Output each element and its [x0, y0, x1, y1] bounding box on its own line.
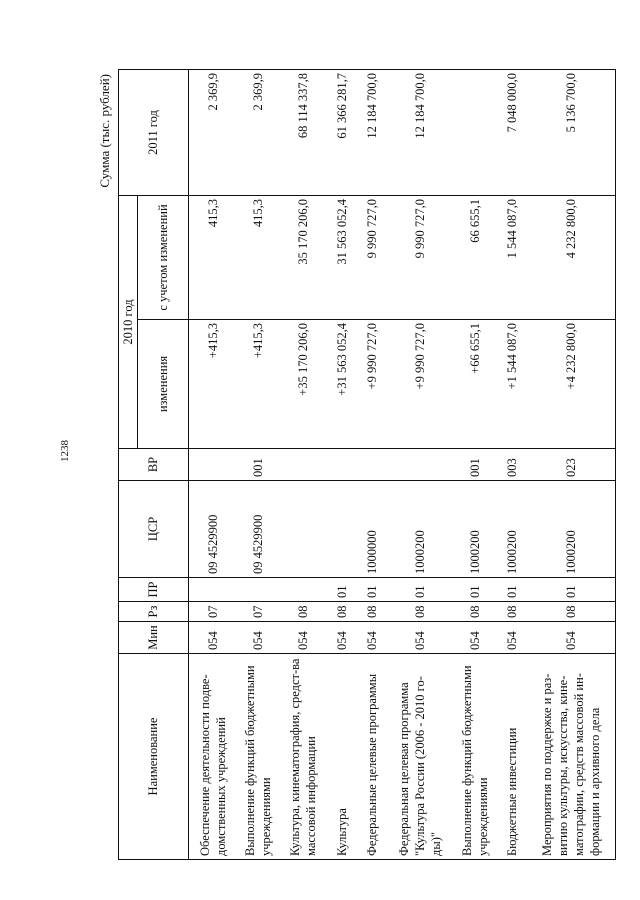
row-2011 — [453, 69, 497, 195]
row-with-changes: 35 170 206,0 — [279, 195, 327, 319]
table-row — [327, 69, 357, 859]
row-with-changes: 4 232 800,0 — [527, 195, 616, 319]
row-pr — [279, 578, 327, 602]
row-rz: 08 — [327, 602, 357, 622]
row-pr: 01 — [527, 578, 616, 602]
row-name: Бюджетные инвестиции — [497, 654, 527, 860]
row-with-changes: 9 990 727,0 — [387, 195, 453, 319]
row-with-changes: 66 655,1 — [453, 195, 497, 319]
row-with-changes: 415,3 — [189, 195, 238, 319]
row-2011: 12 184 700,0 — [357, 69, 387, 195]
row-vr: 001 — [237, 449, 279, 481]
header-name: Наименование — [119, 654, 189, 860]
table-row — [279, 69, 327, 859]
row-rz: 07 — [189, 602, 238, 622]
row-vr — [357, 449, 387, 481]
row-rz: 08 — [527, 602, 616, 622]
row-csr: 09 4529900 — [189, 481, 238, 578]
table-row — [497, 69, 527, 859]
row-2011: 2 369,9 — [189, 69, 238, 195]
row-pr: 01 — [387, 578, 453, 602]
row-csr: 1000200 — [527, 481, 616, 578]
row-min: 054 — [387, 622, 453, 654]
row-changes: +1 544 087,0 — [497, 320, 527, 449]
row-csr — [279, 481, 327, 578]
header-pr: ПР — [119, 578, 189, 602]
rotated-page-content — [95, 70, 602, 860]
row-changes: +4 232 800,0 — [527, 320, 616, 449]
row-name: Мероприятия по поддержке и раз-витию культуры, искусства, кине-матографии, средств массовой ин-формации и архивного дела — [527, 654, 616, 860]
header-changes: изменения — [138, 320, 189, 449]
row-vr — [387, 449, 453, 481]
row-csr: 1000000 — [357, 481, 387, 578]
page-number: 1238 — [59, 440, 71, 462]
row-2011: 7 048 000,0 — [497, 69, 527, 195]
row-min: 054 — [189, 622, 238, 654]
row-changes: +415,3 — [237, 320, 279, 449]
row-rz: 07 — [237, 602, 279, 622]
row-pr: 01 — [357, 578, 387, 602]
row-pr: 01 — [453, 578, 497, 602]
row-2011: 2 369,9 — [237, 69, 279, 195]
unit-caption: Сумма (тыс. рублей) — [97, 74, 112, 188]
row-min: 054 — [279, 622, 327, 654]
row-changes: +9 990 727,0 — [387, 320, 453, 449]
row-changes: +66 655,1 — [453, 320, 497, 449]
row-with-changes: 31 563 052,4 — [327, 195, 357, 319]
row-name: Обеспечение деятельности подве-домственных учреждений — [189, 654, 238, 860]
row-with-changes: 1 544 087,0 — [497, 195, 527, 319]
row-rz: 08 — [453, 602, 497, 622]
table-row — [189, 69, 238, 859]
header-year-2011: 2011 год — [119, 69, 189, 195]
row-changes: +31 563 052,4 — [327, 320, 357, 449]
row-csr: 1000200 — [453, 481, 497, 578]
row-vr: 023 — [527, 449, 616, 481]
row-min: 054 — [497, 622, 527, 654]
table-row — [357, 69, 387, 859]
row-min: 054 — [453, 622, 497, 654]
row-vr — [279, 449, 327, 481]
row-pr: 01 — [497, 578, 527, 602]
row-csr — [327, 481, 357, 578]
row-vr: 001 — [453, 449, 497, 481]
row-rz: 08 — [497, 602, 527, 622]
header-rz: Рз — [119, 602, 189, 622]
row-2011: 68 114 337,8 — [279, 69, 327, 195]
row-name: Культура, кинематография, средст-ва массовой информации — [279, 654, 327, 860]
row-pr — [189, 578, 238, 602]
row-changes: +35 170 206,0 — [279, 320, 327, 449]
row-rz: 08 — [279, 602, 327, 622]
row-2011: 12 184 700,0 — [387, 69, 453, 195]
header-vr: ВР — [119, 449, 189, 481]
header-min: Мин — [119, 622, 189, 654]
row-with-changes: 9 990 727,0 — [357, 195, 387, 319]
row-csr: 1000200 — [387, 481, 453, 578]
row-csr: 1000200 — [497, 481, 527, 578]
row-min: 054 — [527, 622, 616, 654]
table-body — [189, 69, 616, 859]
table-row — [453, 69, 497, 859]
row-csr: 09 4529900 — [237, 481, 279, 578]
row-with-changes: 415,3 — [237, 195, 279, 319]
row-vr: 003 — [497, 449, 527, 481]
row-2011: 61 366 281,7 — [327, 69, 357, 195]
row-min: 054 — [327, 622, 357, 654]
row-2011: 5 136 700,0 — [527, 69, 616, 195]
row-name: Федеральная целевая программа "Культура России (2006 - 2010 го-ды)" — [387, 654, 453, 860]
row-name: Федеральные целевые программы — [357, 654, 387, 860]
row-min: 054 — [237, 622, 279, 654]
row-changes: +9 990 727,0 — [357, 320, 387, 449]
row-min: 054 — [357, 622, 387, 654]
header-with-changes: с учетом изменений — [138, 195, 189, 319]
row-vr — [327, 449, 357, 481]
row-name: Выполнение функций бюджетными учреждениями — [453, 654, 497, 860]
header-year-2010: 2010 год — [119, 195, 138, 448]
table-row — [527, 69, 616, 859]
row-vr — [189, 449, 238, 481]
row-changes: +415,3 — [189, 320, 238, 449]
table-header — [119, 69, 189, 859]
table-row — [237, 69, 279, 859]
row-name: Культура — [327, 654, 357, 860]
budget-table — [118, 69, 616, 860]
row-rz: 08 — [387, 602, 453, 622]
table-row — [387, 69, 453, 859]
row-pr: 01 — [327, 578, 357, 602]
header-csr: ЦСР — [119, 481, 189, 578]
row-rz: 08 — [357, 602, 387, 622]
row-pr — [237, 578, 279, 602]
row-name: Выполнение функций бюджетными учреждениями — [237, 654, 279, 860]
